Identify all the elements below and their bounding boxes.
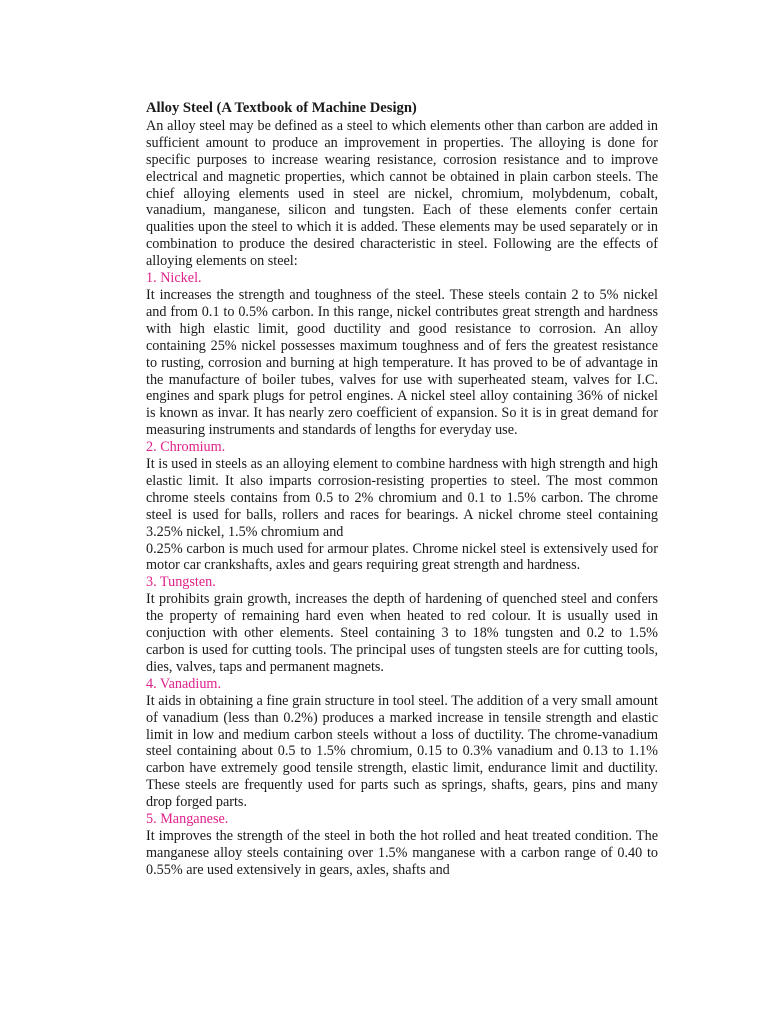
section-heading: 4. Vanadium. — [146, 675, 222, 692]
section-tungsten — [146, 574, 658, 675]
section-paragraph: It aids in obtaining a fine grain structure in tool steel. The addition of a very small amount of vanadium (less than 0.2%) produces a marked increase in tensile strength and elastic limit in low and medium carbon steels without a loss of ductility. The chrome-vanadium steel containing about 0.5 to 1.5% chromium, 0.15 to 0.3% vanadium and 0.13 to 1.1% carbon have extremely good tensile strength, elastic limit, endurance limit and ductility. These steels are frequently used for parts such as springs, shafts, gears, pins and many drop forged parts. — [146, 692, 658, 811]
section-paragraph: 0.25% carbon is much used for armour plates. Chrome nickel steel is extensively used for motor car crankshafts, axles and gears requiring great strength and hardness. — [146, 540, 658, 574]
document-title: Alloy Steel (A Textbook of Machine Design) — [146, 100, 417, 116]
section-chromium — [146, 439, 658, 574]
section-heading: 1. Nickel. — [146, 270, 202, 287]
section-paragraph: It is used in steels as an alloying element to combine hardness with high strength and high elastic limit. It also imparts corrosion-resisting properties to steel. The most common chrome steels contains from 0.5 to 2% chromium and 0.1 to 1.5% carbon. The chrome steel is used for balls, rollers and races for bearings. A nickel chrome steel containing 3.25% nickel, 1.5% chromium and — [146, 456, 658, 540]
section-paragraph: It increases the strength and toughness of the steel. These steels contain 2 to 5% nickel and from 0.1 to 0.5% carbon. In this range, nickel contributes great strength and hardness with high elastic limit, good ductility and good resistance to corrosion. An alloy containing 25% nickel possesses maximum toughness and of fers the greatest resistance to rusting, corrosion and burning at high temperature. It has proved to be of advantage in the manufacture of boiler tubes, valves for use with superheated steam, valves for I.C. engines and spark plugs for petrol engines. A nickel steel alloy containing 36% of nickel is known as invar. It has nearly zero coefficient of expansion. So it is in great demand for measuring instruments and standards of lengths for everyday use. — [146, 286, 658, 439]
section-heading: 3. Tungsten. — [146, 574, 216, 591]
section-paragraph: It improves the strength of the steel in both the hot rolled and heat treated condition. The manganese alloy steels containing over 1.5% manganese with a carbon range of 0.40 to 0.55% are used extensively in gears, axles, shafts and — [146, 827, 658, 878]
section-heading: 5. Manganese. — [146, 811, 229, 828]
section-manganese — [146, 811, 658, 879]
section-nickel — [146, 270, 658, 439]
intro-paragraph: An alloy steel may be defined as a steel to which elements other than carbon are added in sufficient amount to produce an improvement in properties. The alloying is done for specific purposes to increase wearing resistance, corrosion resistance and to improve electrical and magnetic properties, which cannot be obtained in plain carbon steels. The chief alloying elements used in steel are nickel, chromium, molybdenum, cobalt, vanadium, manganese, silicon and tungsten. Each of these elements confer certain qualities upon the steel to which it is added. These elements may be used separately or in combination to produce the desired characteristic in steel. Following are the effects of alloying elements on steel: — [146, 117, 658, 270]
section-heading: 2. Chromium. — [146, 439, 226, 456]
section-paragraph: It prohibits grain growth, increases the depth of hardening of quenched steel and confers the property of remaining hard even when heated to red colour. It is usually used in conjuction with other elements. Steel containing 3 to 18% tungsten and 0.2 to 1.5% carbon is used for cutting tools. The principal uses of tungsten steels are for cutting tools, dies, valves, taps and permanent magnets. — [146, 591, 658, 675]
section-vanadium — [146, 676, 658, 811]
document-page — [146, 100, 658, 879]
